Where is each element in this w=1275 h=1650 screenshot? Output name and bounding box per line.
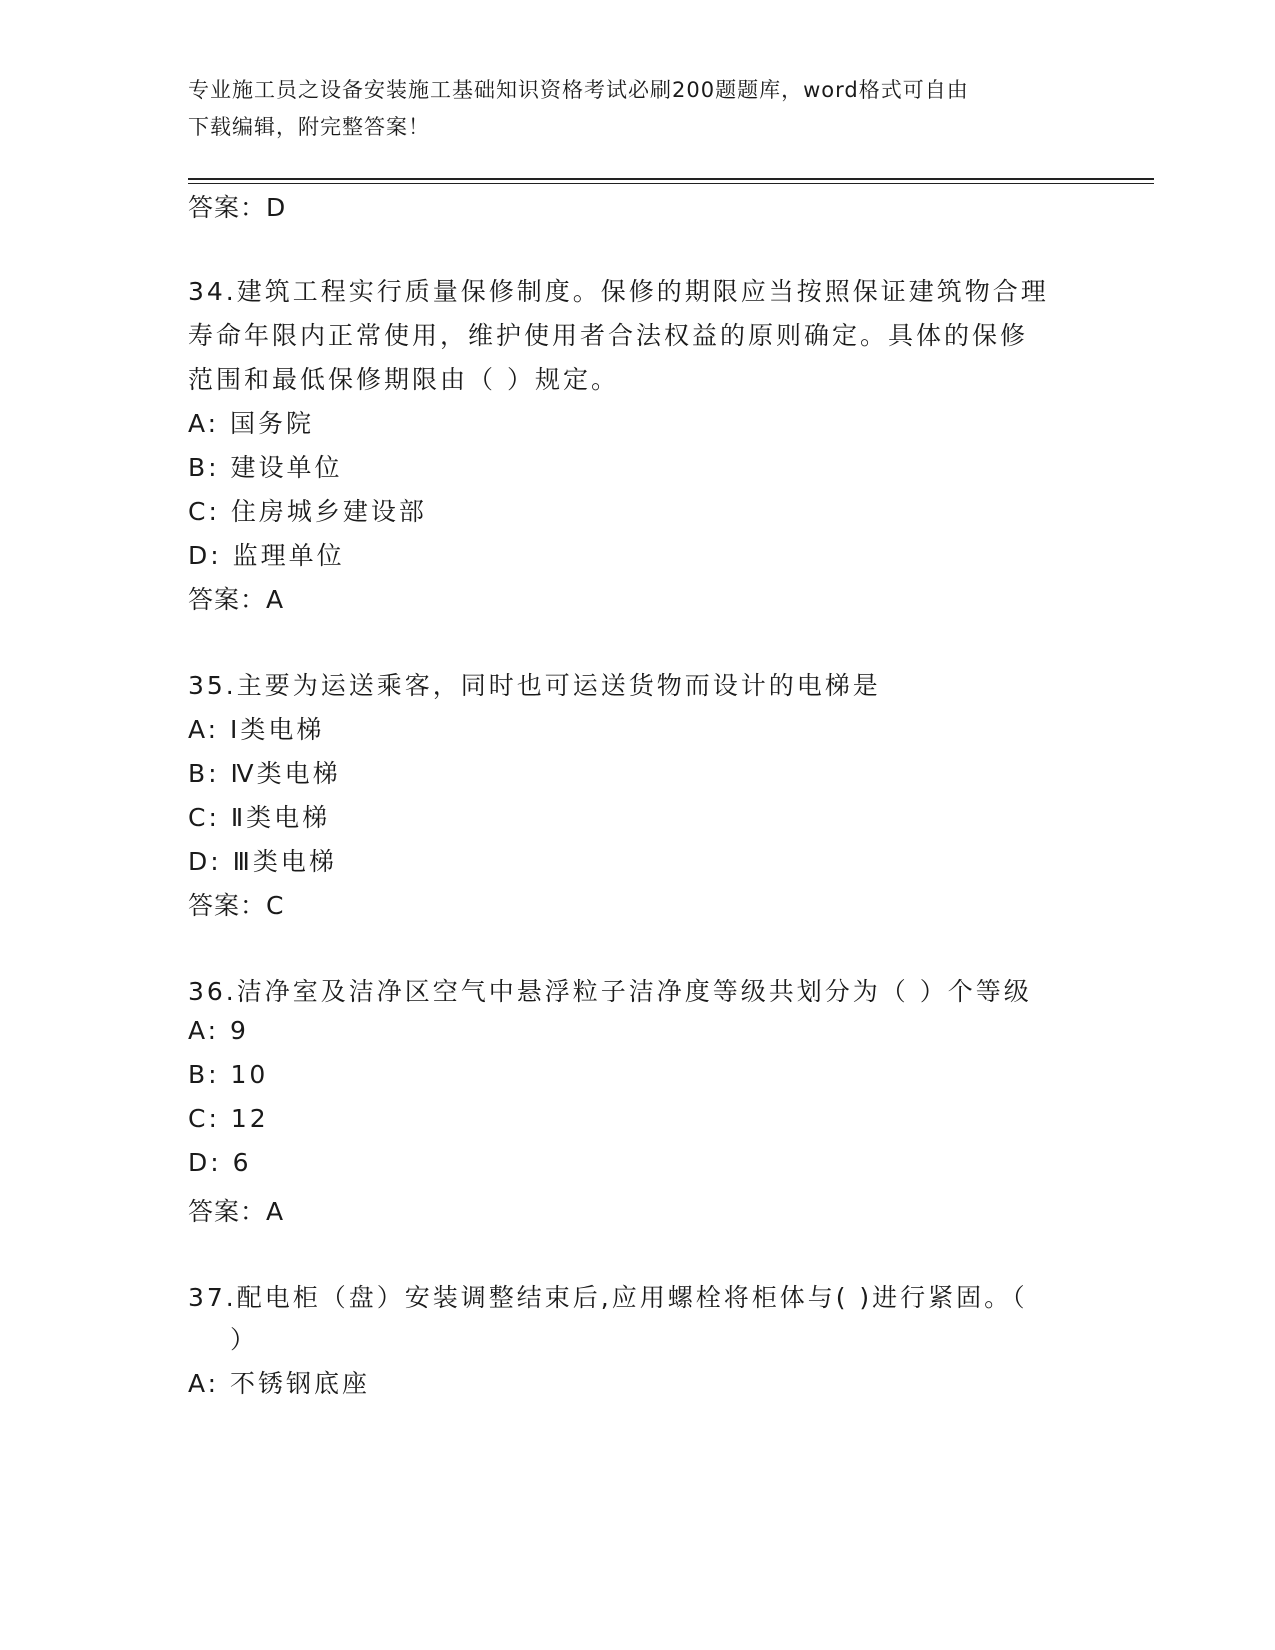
question-35-line-1: 35.主要为运送乘客，同时也可运送货物而设计的电梯是: [188, 671, 881, 700]
header-divider-thick: [188, 178, 1154, 180]
document-header: [188, 72, 1088, 146]
question-35-option-b: B: Ⅳ类电梯: [188, 759, 341, 788]
question-34-option-d: D: 监理单位: [188, 541, 345, 570]
question-36-option-a: A: 9: [188, 1016, 249, 1045]
question-37-line-2: ）: [230, 1325, 259, 1354]
question-34-answer: 答案：A: [188, 585, 285, 614]
question-36-option-b: B: 10: [188, 1060, 269, 1089]
question-36-option-c: C: 12: [188, 1104, 269, 1133]
question-36-answer: 答案：A: [188, 1197, 285, 1226]
question-35-option-c: C: Ⅱ类电梯: [188, 803, 331, 832]
header-line-1: 专业施工员之设备安装施工基础知识资格考试必刷200题题库，word格式可自由: [188, 78, 969, 102]
question-36-line-1: 36.洁净室及洁净区空气中悬浮粒子洁净度等级共划分为（ ）个等级: [188, 977, 1032, 1006]
question-35-answer: 答案：C: [188, 891, 285, 920]
question-34-line-3: 范围和最低保修期限由（ ）规定。: [188, 365, 619, 394]
question-37-option-a: A: 不锈钢底座: [188, 1369, 371, 1398]
question-35-option-a: A: Ⅰ类电梯: [188, 715, 325, 744]
question-34-option-b: B: 建设单位: [188, 453, 343, 482]
question-34-line-2: 寿命年限内正常使用，维护使用者合法权益的原则确定。具体的保修: [188, 321, 1029, 350]
question-37-line-1: 37.配电柜（盘）安装调整结束后,应用螺栓将柜体与( )进行紧固。（: [188, 1283, 1028, 1312]
question-34-option-a: A: 国务院: [188, 409, 315, 438]
question-34-line-1: 34.建筑工程实行质量保修制度。保修的期限应当按照保证建筑物合理: [188, 277, 1049, 306]
answer-previous: 答案：D: [188, 193, 287, 222]
question-35-option-d: D: Ⅲ类电梯: [188, 847, 337, 876]
header-divider-thin: [188, 183, 1154, 184]
question-36-option-d: D: 6: [188, 1148, 252, 1177]
header-line-2: 下载编辑，附完整答案！: [188, 115, 430, 139]
question-34-option-c: C: 住房城乡建设部: [188, 497, 427, 526]
